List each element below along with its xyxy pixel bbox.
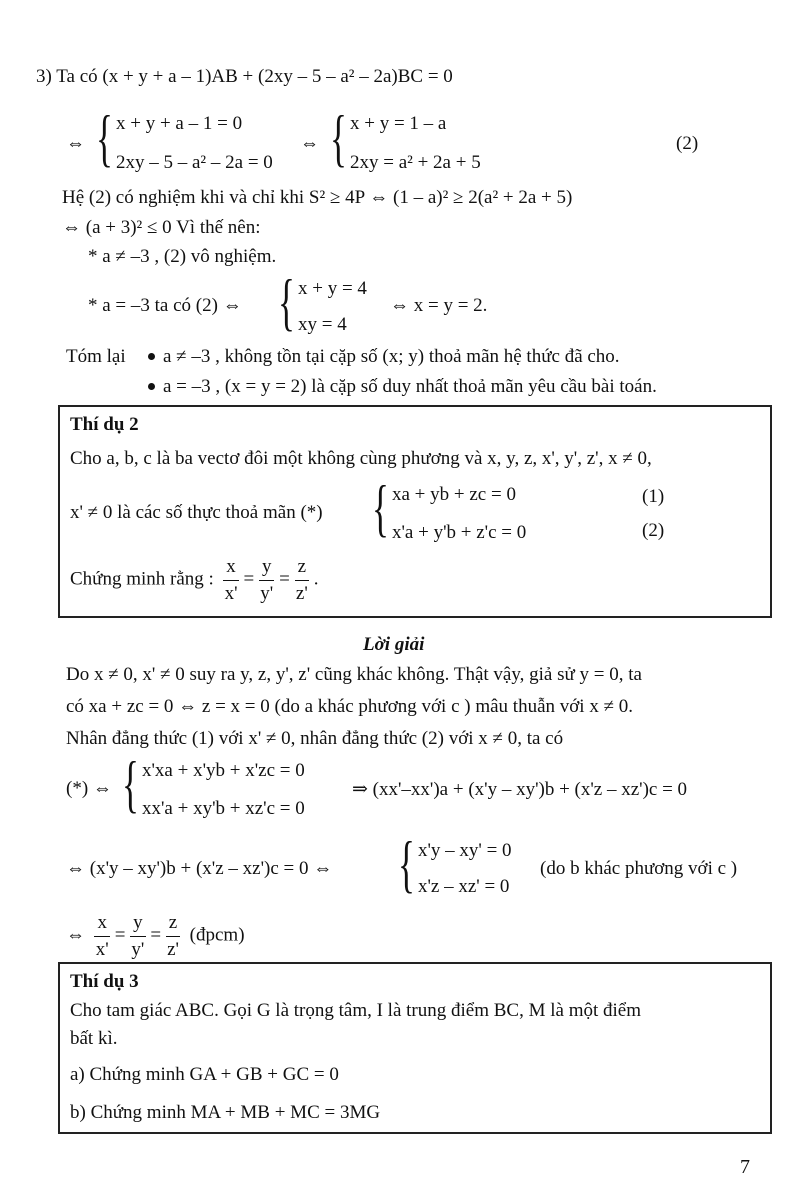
brace-sys1: {	[96, 102, 113, 173]
brace-ex2-system: {	[372, 472, 389, 543]
example2-eq1: xa + yb + zc = 0	[392, 484, 516, 505]
solution-line6: ⇔ $\frac{x}{x'}$ = $\frac{y}{y'}$ = $\frac{z}{z'}$ (đpcm)	[66, 912, 245, 960]
sys1-eq2: 2xy – 5 – a² – 2a = 0	[116, 152, 273, 173]
brace-sys2: {	[330, 102, 347, 173]
equiv-symbol: ⇔	[66, 133, 85, 154]
fraction-x: $\frac{x}{x'}$	[95, 912, 109, 960]
example3-line1: Cho tam giác ABC. Gọi G là trọng tâm, I là trung điểm BC, M là một điểm	[70, 1000, 641, 1021]
part3-line4: ⇔ (a + 3)² ≤ 0 Vì thế nên:	[62, 217, 261, 238]
fraction-z: $\frac{z}{z'}$	[167, 912, 179, 960]
sol-sys5-eq2: x'z – xz' = 0	[418, 876, 510, 897]
sys3-eq1: x + y = 4	[298, 278, 367, 299]
sol-sys5-eq1: x'y – xy' = 0	[418, 840, 512, 861]
example2-title: Thí dụ 2	[70, 414, 139, 435]
example3-part-b: b) Chứng minh MA + MB + MC = 3MG	[70, 1102, 381, 1123]
solution-line5: ⇔ (x'y – xy')b + (x'z – xz')c = 0 ⇔	[66, 858, 333, 879]
bullet-icon	[148, 353, 155, 360]
summary-item-1: a ≠ –3 , không tồn tại cặp số (x; y) thoả mãn hệ thức đã cho.	[148, 346, 620, 368]
part3-line6b: ⇔ x = y = 2.	[390, 295, 488, 316]
part3-line1: 3) Ta có (x + y + a – 1)AB + (2xy – 5 – a² – 2a)BC = 0	[36, 66, 453, 87]
example2-line2: x' ≠ 0 là các số thực thoả mãn (*)	[70, 502, 323, 523]
example2-tag1: (1)	[642, 486, 665, 507]
example3-part-a: a) Chứng minh GA + GB + GC = 0	[70, 1064, 339, 1085]
example3-line2: bất kì.	[70, 1028, 118, 1049]
equiv-symbol: ⇔	[300, 133, 319, 154]
example2-tag2: (2)	[642, 520, 665, 541]
part3-line6a: * a = –3 ta có (2) ⇔	[88, 295, 242, 316]
solution-line2: có xa + zc = 0 ⇔ z = x = 0 (do a khác phương với c ) mâu thuẫn với x ≠ 0.	[66, 696, 634, 717]
solution-line4-prefix: (*) ⇔	[66, 778, 112, 799]
example3-title: Thí dụ 3	[70, 971, 139, 992]
summary-item-2: a = –3 , (x = y = 2) là cặp số duy nhất thoả mãn yêu cầu bài toán.	[148, 376, 657, 398]
summary-label: Tóm lại	[66, 346, 126, 367]
qed-label: (đpcm)	[189, 924, 245, 946]
example2-eq2: x'a + y'b + z'c = 0	[392, 522, 527, 543]
fraction-y: $\frac{y}{y'}$	[260, 556, 274, 604]
prove-label: Chứng minh rằng :	[70, 568, 214, 590]
solution-line1: Do x ≠ 0, x' ≠ 0 suy ra y, z, y', z' cũng khác không. Thật vậy, giả sử y = 0, ta	[66, 664, 642, 685]
bullet-icon	[148, 383, 155, 390]
example2-line1: Cho a, b, c là ba vectơ đôi một không cùng phương và x, y, z, x', y', z', x ≠ 0,	[70, 448, 652, 469]
sol-sys4-eq2: xx'a + xy'b + xz'c = 0	[142, 798, 305, 819]
solution-line3: Nhân đẳng thức (1) với x' ≠ 0, nhân đẳng thức (2) với x ≠ 0, ta có	[66, 728, 564, 749]
fraction-y: $\frac{y}{y'}$	[131, 912, 145, 960]
sol-sys4-eq1: x'xa + x'yb + x'zc = 0	[142, 760, 305, 781]
brace-sol-sys4: {	[122, 748, 139, 819]
sys1-eq1: x + y + a – 1 = 0	[116, 113, 243, 134]
example2-prove: Chứng minh rằng : $\frac{x}{x'}$ = $\frac{y}{y'}$ = $\frac{z}{z'}$ .	[70, 556, 319, 604]
fraction-z: $\frac{z}{z'}$	[295, 556, 308, 604]
brace-sys3: {	[278, 266, 295, 337]
page-number: 7	[740, 1156, 750, 1178]
sys3-eq2: xy = 4	[298, 314, 347, 335]
fraction-x: $\frac{x}{x'}$	[224, 556, 238, 604]
sys2-eq2: 2xy = a² + 2a + 5	[350, 152, 481, 173]
solution-line4-result: ⇒ (xx'–xx')a + (x'y – xy')b + (x'z – xz')c = 0	[352, 779, 688, 800]
part3-line3: Hệ (2) có nghiệm khi và chỉ khi S² ≥ 4P ⇔ (1 – a)² ≥ 2(a² + 2a + 5)	[62, 187, 573, 208]
sys2-eq1: x + y = 1 – a	[350, 113, 447, 134]
solution-line5-note: (do b khác phương với c )	[540, 858, 738, 879]
brace-sol-sys5: {	[398, 828, 415, 899]
part3-line5: * a ≠ –3 , (2) vô nghiệm.	[88, 246, 277, 267]
solution-title: Lời giải	[363, 634, 425, 655]
equation-tag: (2)	[676, 133, 699, 154]
